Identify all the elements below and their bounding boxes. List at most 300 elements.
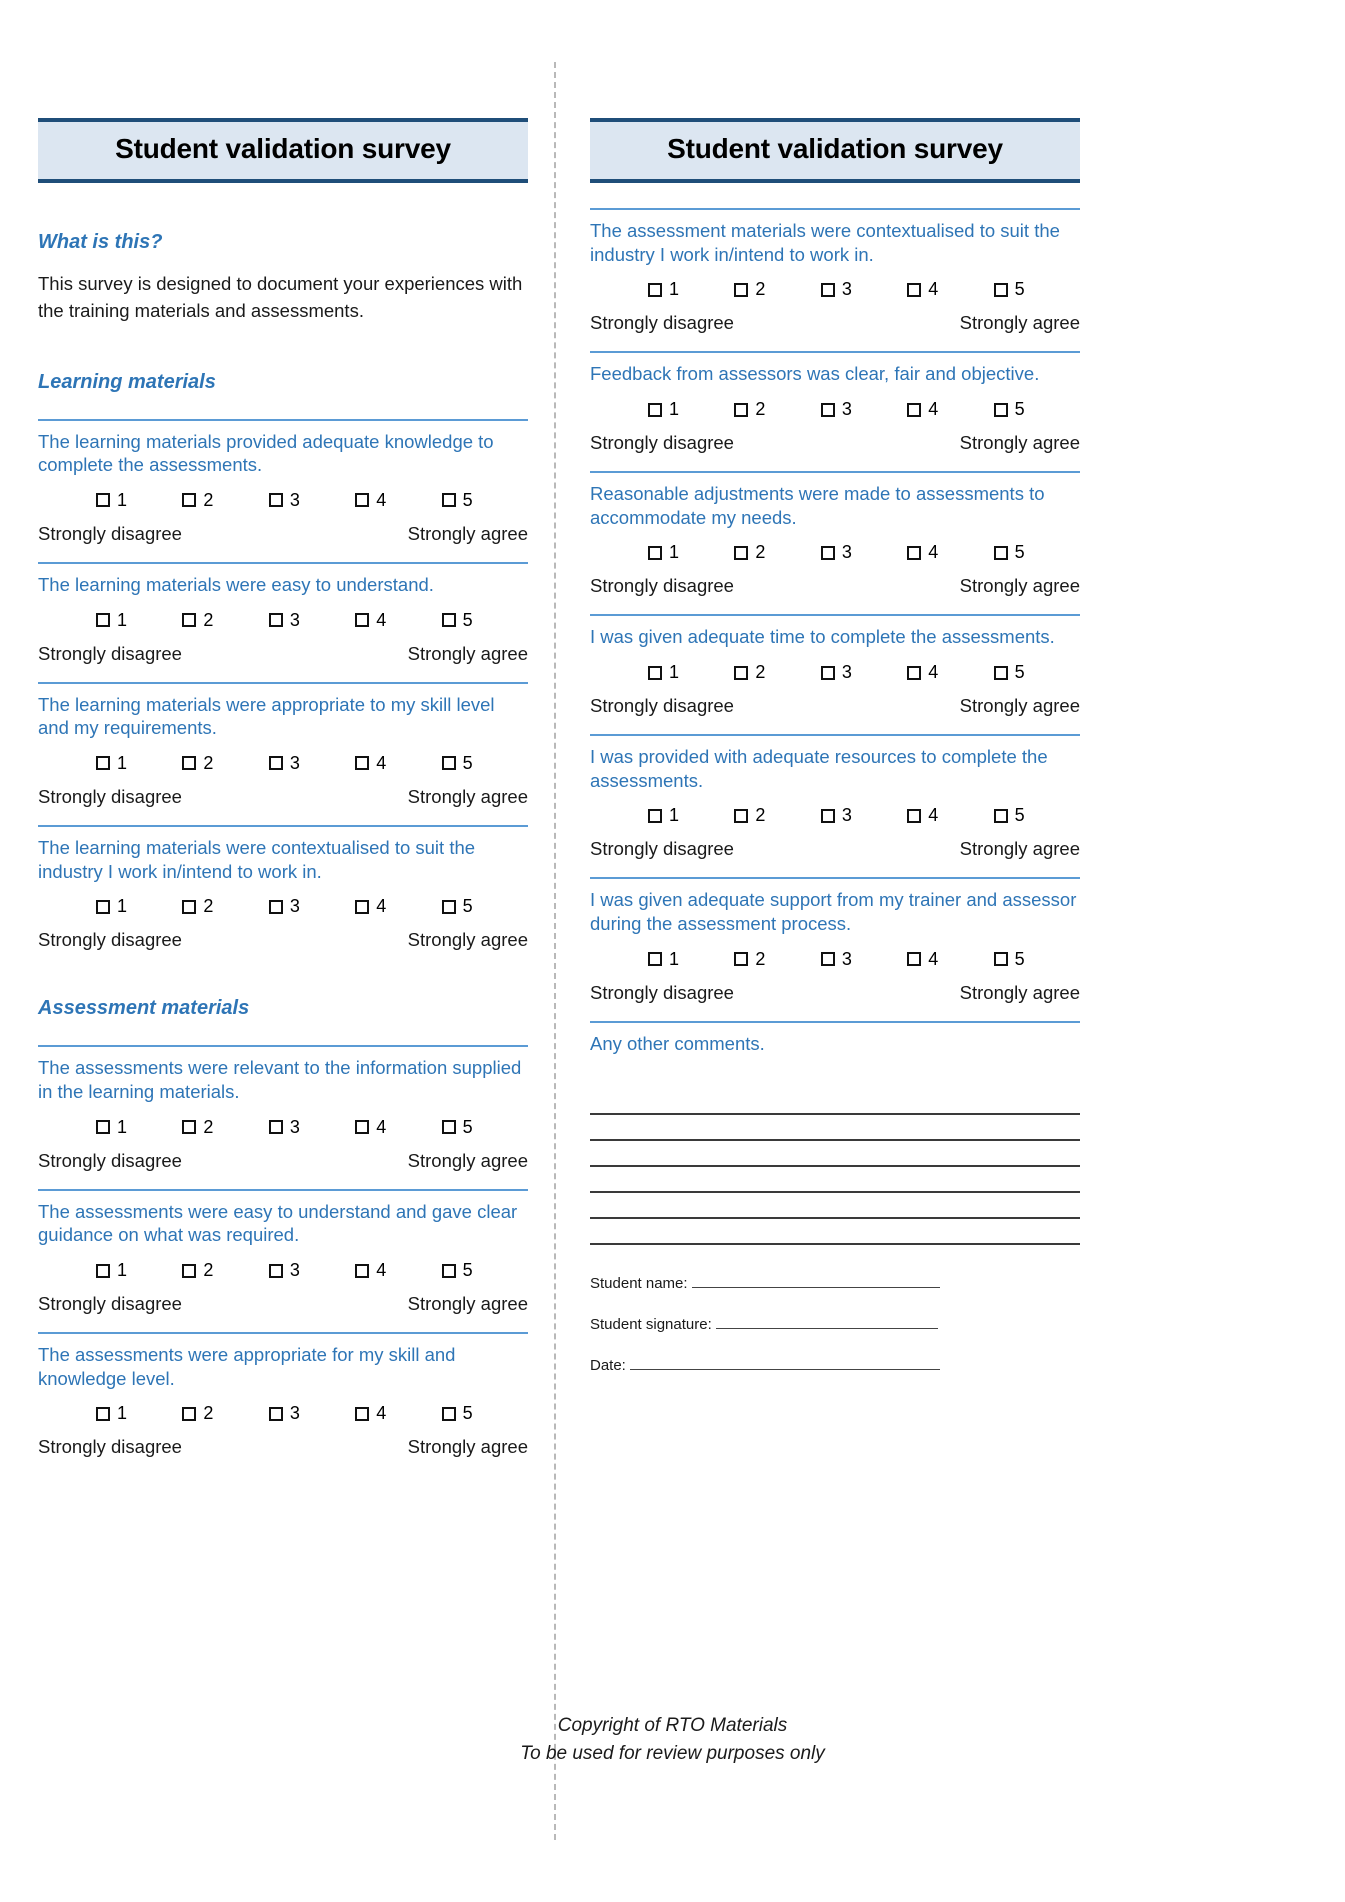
- rating-option-3[interactable]: [821, 542, 907, 563]
- rating-option-label: 3: [289, 896, 300, 917]
- signature-field-row: [590, 1275, 1080, 1292]
- comment-write-line[interactable]: [590, 1115, 1080, 1141]
- rating-option-label: 5: [1014, 399, 1025, 420]
- checkbox-icon[interactable]: [907, 666, 921, 680]
- survey-question: [590, 734, 1080, 860]
- checkbox-icon[interactable]: [96, 900, 110, 914]
- rating-option-1[interactable]: [648, 279, 734, 300]
- rating-option-3[interactable]: [821, 949, 907, 970]
- rating-option-4[interactable]: [907, 399, 993, 420]
- comment-write-line[interactable]: [590, 1167, 1080, 1193]
- checkbox-icon[interactable]: [907, 283, 921, 297]
- left-question-groups: [38, 371, 528, 1459]
- rating-option-label: 4: [928, 542, 939, 563]
- anchor-low-label: Strongly disagree: [590, 312, 734, 334]
- checkbox-icon[interactable]: [734, 283, 748, 297]
- comment-write-line[interactable]: [590, 1089, 1080, 1115]
- checkbox-icon[interactable]: [182, 1264, 196, 1278]
- rating-option-5[interactable]: [442, 1117, 528, 1138]
- question-text: The learning materials were easy to understand.: [38, 573, 434, 595]
- rating-option-label: 4: [928, 279, 939, 300]
- rating-option-5[interactable]: [442, 1403, 528, 1424]
- intro-body: This survey is designed to document your experiences with the training materials and assessments.: [38, 273, 523, 321]
- checkbox-icon[interactable]: [182, 493, 196, 507]
- rating-option-label: 4: [928, 662, 939, 683]
- checkbox-icon[interactable]: [907, 403, 921, 417]
- checkbox-icon[interactable]: [994, 403, 1008, 417]
- checkbox-icon[interactable]: [821, 403, 835, 417]
- rating-option-label: 4: [376, 1260, 387, 1281]
- right-column: [590, 118, 1080, 1398]
- signature-field-label: Student name:: [590, 1275, 688, 1293]
- rating-option-2[interactable]: [182, 490, 268, 511]
- rating-option-3[interactable]: [269, 490, 355, 511]
- anchor-low-label: Strongly disagree: [590, 981, 734, 1003]
- rating-option-2[interactable]: [734, 805, 820, 826]
- page-footer: [0, 1712, 1345, 1767]
- rating-option-label: 1: [117, 609, 128, 630]
- checkbox-icon[interactable]: [442, 1264, 456, 1278]
- checkbox-icon[interactable]: [355, 900, 369, 914]
- anchor-low-label: Strongly disagree: [38, 522, 182, 544]
- survey-question: [590, 351, 1080, 454]
- checkbox-icon[interactable]: [734, 546, 748, 560]
- checkbox-icon[interactable]: [648, 283, 662, 297]
- anchor-low-label: Strongly disagree: [590, 432, 734, 454]
- survey-question: [590, 208, 1080, 334]
- checkbox-icon[interactable]: [907, 809, 921, 823]
- signature-field-input-line[interactable]: [630, 1369, 940, 1370]
- rating-option-1[interactable]: [648, 662, 734, 683]
- rating-option-5[interactable]: [994, 399, 1080, 420]
- anchor-low-label: Strongly disagree: [590, 575, 734, 597]
- question-text: The assessments were easy to understand and gave clear guidance on what was required.: [38, 1200, 518, 1246]
- signature-field-row: [590, 1316, 1080, 1333]
- checkbox-icon[interactable]: [269, 756, 283, 770]
- rating-option-label: 5: [462, 489, 473, 510]
- anchor-high-label: Strongly agree: [407, 522, 528, 544]
- rating-option-3[interactable]: [821, 662, 907, 683]
- rating-option-label: 4: [928, 805, 939, 826]
- rating-option-label: 2: [203, 489, 214, 510]
- rating-option-label: 2: [203, 1260, 214, 1281]
- checkbox-icon[interactable]: [355, 613, 369, 627]
- anchor-low-label: Strongly disagree: [38, 785, 182, 807]
- rating-option-label: 4: [376, 609, 387, 630]
- rating-option-2[interactable]: [734, 949, 820, 970]
- checkbox-icon[interactable]: [269, 1407, 283, 1421]
- survey-question: [38, 419, 528, 545]
- rating-scale-row: [38, 1260, 528, 1281]
- checkbox-icon[interactable]: [96, 1407, 110, 1421]
- rating-option-label: 5: [1014, 279, 1025, 300]
- scale-anchor-row: [590, 982, 1080, 1004]
- rating-option-4[interactable]: [355, 1403, 441, 1424]
- scale-anchor-row: [590, 432, 1080, 454]
- comments-block: [590, 1021, 1080, 1246]
- rating-option-label: 5: [462, 896, 473, 917]
- survey-question: [590, 877, 1080, 1003]
- rating-option-label: 3: [841, 805, 852, 826]
- anchor-high-label: Strongly agree: [959, 575, 1080, 597]
- rating-option-1[interactable]: [96, 753, 182, 774]
- checkbox-icon[interactable]: [648, 546, 662, 560]
- checkbox-icon[interactable]: [355, 493, 369, 507]
- checkbox-icon[interactable]: [994, 952, 1008, 966]
- rating-option-5[interactable]: [994, 662, 1080, 683]
- rating-option-label: 3: [289, 1260, 300, 1281]
- rating-scale-row: [590, 662, 1080, 683]
- rating-option-1[interactable]: [96, 490, 182, 511]
- anchor-low-label: Strongly disagree: [590, 695, 734, 717]
- rating-option-label: 3: [841, 662, 852, 683]
- scale-anchor-row: [590, 312, 1080, 334]
- rating-option-2[interactable]: [182, 896, 268, 917]
- rating-option-label: 3: [289, 1403, 300, 1424]
- rating-option-4[interactable]: [907, 279, 993, 300]
- rating-option-5[interactable]: [442, 610, 528, 631]
- rating-option-label: 3: [289, 752, 300, 773]
- anchor-high-label: Strongly agree: [407, 1293, 528, 1315]
- rating-option-1[interactable]: [96, 1403, 182, 1424]
- scale-anchor-row: [590, 838, 1080, 860]
- rating-option-2[interactable]: [734, 662, 820, 683]
- rating-option-label: 5: [462, 752, 473, 773]
- anchor-high-label: Strongly agree: [959, 432, 1080, 454]
- signature-field-input-line[interactable]: [692, 1287, 940, 1288]
- checkbox-icon[interactable]: [734, 666, 748, 680]
- survey-question: [38, 1045, 528, 1171]
- rating-option-label: 1: [117, 1116, 128, 1137]
- group-heading: Learning materials: [38, 370, 216, 393]
- question-text: I was given adequate support from my trainer and assessor during the assessment process.: [590, 889, 1077, 935]
- comment-write-line[interactable]: [590, 1219, 1080, 1245]
- rating-option-3[interactable]: [269, 1117, 355, 1138]
- rating-option-2[interactable]: [734, 279, 820, 300]
- rating-option-2[interactable]: [182, 610, 268, 631]
- rating-scale-row: [38, 753, 528, 774]
- rating-option-3[interactable]: [269, 610, 355, 631]
- question-text: I was given adequate time to complete the assessments.: [590, 626, 1055, 648]
- rating-option-3[interactable]: [821, 279, 907, 300]
- signature-field-label: Student signature:: [590, 1316, 712, 1334]
- rating-option-3[interactable]: [269, 1403, 355, 1424]
- checkbox-icon[interactable]: [821, 666, 835, 680]
- rating-option-label: 1: [117, 896, 128, 917]
- rating-option-label: 3: [841, 542, 852, 563]
- checkbox-icon[interactable]: [821, 283, 835, 297]
- rating-option-label: 5: [462, 1260, 473, 1281]
- rating-scale-row: [38, 1117, 528, 1138]
- group-heading: Assessment materials: [38, 997, 250, 1020]
- signature-field-label: Date:: [590, 1357, 626, 1375]
- rating-option-label: 3: [841, 948, 852, 969]
- survey-question: [590, 471, 1080, 597]
- rating-option-label: 5: [1014, 662, 1025, 683]
- checkbox-icon[interactable]: [182, 900, 196, 914]
- checkbox-icon[interactable]: [648, 403, 662, 417]
- rating-option-1[interactable]: [648, 399, 734, 420]
- anchor-low-label: Strongly disagree: [38, 642, 182, 664]
- page-title-duplicate: Student validation survey: [667, 133, 1003, 164]
- checkbox-icon[interactable]: [648, 666, 662, 680]
- rating-option-1[interactable]: [648, 805, 734, 826]
- checkbox-icon[interactable]: [734, 952, 748, 966]
- right-question-list: [590, 208, 1080, 1004]
- checkbox-icon[interactable]: [269, 493, 283, 507]
- checkbox-icon[interactable]: [648, 952, 662, 966]
- checkbox-icon[interactable]: [182, 613, 196, 627]
- rating-option-1[interactable]: [96, 1117, 182, 1138]
- rating-option-label: 2: [203, 1116, 214, 1137]
- rating-option-3[interactable]: [269, 753, 355, 774]
- survey-question: [590, 614, 1080, 717]
- checkbox-icon[interactable]: [648, 809, 662, 823]
- question-text: I was provided with adequate resources to complete the assessments.: [590, 746, 1048, 791]
- rating-option-label: 4: [376, 752, 387, 773]
- checkbox-icon[interactable]: [907, 546, 921, 560]
- scale-anchor-row: [38, 786, 528, 808]
- rating-option-3[interactable]: [269, 896, 355, 917]
- rating-option-label: 1: [669, 805, 680, 826]
- checkbox-icon[interactable]: [96, 756, 110, 770]
- rating-option-label: 3: [289, 1116, 300, 1137]
- rating-option-5[interactable]: [442, 896, 528, 917]
- checkbox-icon[interactable]: [821, 952, 835, 966]
- anchor-low-label: Strongly disagree: [38, 1149, 182, 1171]
- checkbox-icon[interactable]: [994, 666, 1008, 680]
- scale-anchor-row: [590, 575, 1080, 597]
- signature-block: [590, 1275, 1080, 1374]
- rating-option-5[interactable]: [442, 490, 528, 511]
- rating-option-2[interactable]: [734, 542, 820, 563]
- rating-option-label: 1: [669, 542, 680, 563]
- rating-option-4[interactable]: [907, 662, 993, 683]
- rating-option-1[interactable]: [96, 610, 182, 631]
- checkbox-icon[interactable]: [355, 756, 369, 770]
- checkbox-icon[interactable]: [442, 1120, 456, 1134]
- rating-scale-row: [38, 610, 528, 631]
- question-text: The assessments were appropriate for my skill and knowledge level.: [38, 1344, 456, 1389]
- rating-option-4[interactable]: [907, 805, 993, 826]
- checkbox-icon[interactable]: [96, 613, 110, 627]
- checkbox-icon[interactable]: [442, 613, 456, 627]
- checkbox-icon[interactable]: [182, 1120, 196, 1134]
- footer-line-1: Copyright of RTO Materials: [557, 1715, 788, 1736]
- rating-option-4[interactable]: [355, 490, 441, 511]
- anchor-high-label: Strongly agree: [407, 642, 528, 664]
- rating-option-label: 5: [462, 609, 473, 630]
- footer-line-2: To be used for review purposes only: [520, 1742, 825, 1764]
- rating-option-5[interactable]: [994, 542, 1080, 563]
- checkbox-icon[interactable]: [442, 493, 456, 507]
- rating-option-label: 2: [755, 399, 766, 420]
- rating-option-label: 4: [928, 948, 939, 969]
- rating-option-label: 2: [203, 609, 214, 630]
- checkbox-icon[interactable]: [355, 1407, 369, 1421]
- rating-option-1[interactable]: [96, 1260, 182, 1281]
- survey-question: [38, 562, 528, 665]
- checkbox-icon[interactable]: [994, 283, 1008, 297]
- rating-option-1[interactable]: [648, 949, 734, 970]
- rating-option-5[interactable]: [994, 805, 1080, 826]
- checkbox-icon[interactable]: [96, 493, 110, 507]
- question-text: The learning materials provided adequate knowledge to complete the assessments.: [38, 430, 494, 476]
- anchor-high-label: Strongly agree: [959, 981, 1080, 1003]
- rating-option-4[interactable]: [355, 753, 441, 774]
- scale-anchor-row: [38, 523, 528, 545]
- scale-anchor-row: [38, 929, 528, 951]
- rating-option-4[interactable]: [355, 610, 441, 631]
- rating-option-2[interactable]: [182, 1403, 268, 1424]
- question-text: The learning materials were contextualised to suit the industry I work in/intend to work in.: [38, 836, 476, 882]
- rating-option-label: 4: [376, 489, 387, 510]
- rating-option-label: 5: [1014, 542, 1025, 563]
- rating-option-label: 1: [117, 752, 128, 773]
- comment-write-line[interactable]: [590, 1193, 1080, 1219]
- rating-option-label: 2: [755, 662, 766, 683]
- right-title-banner: [590, 118, 1080, 183]
- rating-option-label: 1: [669, 948, 680, 969]
- question-text: The learning materials were appropriate to my skill level and my requirements.: [38, 693, 495, 739]
- rating-option-label: 4: [376, 896, 387, 917]
- anchor-low-label: Strongly disagree: [38, 929, 182, 951]
- anchor-high-label: Strongly agree: [407, 1149, 528, 1171]
- question-text: The assessment materials were contextualised to suit the industry I work in/intend to work in.: [590, 220, 1060, 265]
- scale-anchor-row: [38, 1150, 528, 1172]
- question-text: Reasonable adjustments were made to assessments to accommodate my needs.: [590, 483, 1045, 528]
- rating-scale-row: [38, 490, 528, 511]
- rating-option-label: 2: [755, 279, 766, 300]
- rating-option-label: 2: [203, 752, 214, 773]
- rating-option-label: 1: [669, 399, 680, 420]
- rating-option-label: 4: [376, 1116, 387, 1137]
- checkbox-icon[interactable]: [821, 546, 835, 560]
- rating-option-4[interactable]: [355, 1260, 441, 1281]
- anchor-low-label: Strongly disagree: [590, 838, 734, 860]
- survey-question: [38, 682, 528, 808]
- two-column-body: [0, 118, 1345, 1458]
- survey-question: [38, 1189, 528, 1315]
- checkbox-icon[interactable]: [994, 546, 1008, 560]
- checkbox-icon[interactable]: [269, 1120, 283, 1134]
- rating-option-label: 1: [117, 1260, 128, 1281]
- checkbox-icon[interactable]: [734, 809, 748, 823]
- rating-scale-row: [590, 399, 1080, 420]
- rating-scale-row: [590, 542, 1080, 563]
- rating-option-5[interactable]: [442, 1260, 528, 1281]
- checkbox-icon[interactable]: [355, 1264, 369, 1278]
- rating-option-2[interactable]: [734, 399, 820, 420]
- left-column: [38, 118, 528, 1458]
- rating-scale-row: [38, 1403, 528, 1424]
- rating-scale-row: [590, 949, 1080, 970]
- rating-option-2[interactable]: [182, 1260, 268, 1281]
- checkbox-icon[interactable]: [269, 613, 283, 627]
- rating-option-label: 2: [755, 805, 766, 826]
- rating-option-label: 1: [669, 279, 680, 300]
- survey-question: [38, 1332, 528, 1458]
- anchor-high-label: Strongly agree: [407, 929, 528, 951]
- rating-option-4[interactable]: [907, 542, 993, 563]
- rating-option-5[interactable]: [994, 949, 1080, 970]
- rating-option-label: 1: [669, 662, 680, 683]
- rating-scale-row: [590, 279, 1080, 300]
- signature-field-row: [590, 1357, 1080, 1374]
- survey-question: [38, 825, 528, 951]
- scale-anchor-row: [38, 1293, 528, 1315]
- rating-option-3[interactable]: [821, 399, 907, 420]
- rating-option-3[interactable]: [269, 1260, 355, 1281]
- rating-option-5[interactable]: [994, 279, 1080, 300]
- intro-heading: What is this?: [38, 231, 163, 253]
- rating-option-4[interactable]: [355, 896, 441, 917]
- rating-option-label: 3: [841, 279, 852, 300]
- signature-field-input-line[interactable]: [716, 1328, 938, 1329]
- anchor-high-label: Strongly agree: [407, 1436, 528, 1458]
- rating-option-4[interactable]: [355, 1117, 441, 1138]
- scale-anchor-row: [38, 643, 528, 665]
- checkbox-icon[interactable]: [96, 1264, 110, 1278]
- rating-option-2[interactable]: [182, 753, 268, 774]
- scale-anchor-row: [590, 695, 1080, 717]
- checkbox-icon[interactable]: [96, 1120, 110, 1134]
- rating-scale-row: [590, 805, 1080, 826]
- anchor-high-label: Strongly agree: [959, 838, 1080, 860]
- rating-option-label: 3: [841, 399, 852, 420]
- checkbox-icon[interactable]: [442, 900, 456, 914]
- comments-write-area[interactable]: [590, 1089, 1080, 1245]
- rating-option-label: 4: [376, 1403, 387, 1424]
- checkbox-icon[interactable]: [182, 756, 196, 770]
- rating-option-2[interactable]: [182, 1117, 268, 1138]
- checkbox-icon[interactable]: [182, 1407, 196, 1421]
- rating-option-label: 5: [1014, 948, 1025, 969]
- rating-option-5[interactable]: [442, 753, 528, 774]
- rating-option-label: 5: [1014, 805, 1025, 826]
- rating-option-label: 3: [289, 609, 300, 630]
- checkbox-icon[interactable]: [994, 809, 1008, 823]
- rating-option-label: 4: [928, 399, 939, 420]
- checkbox-icon[interactable]: [442, 1407, 456, 1421]
- rating-scale-row: [38, 896, 528, 917]
- checkbox-icon[interactable]: [269, 1264, 283, 1278]
- rating-option-label: 3: [289, 489, 300, 510]
- checkbox-icon[interactable]: [269, 900, 283, 914]
- rating-option-1[interactable]: [648, 542, 734, 563]
- checkbox-icon[interactable]: [355, 1120, 369, 1134]
- anchor-low-label: Strongly disagree: [38, 1293, 182, 1315]
- question-text: The assessments were relevant to the information supplied in the learning materials.: [38, 1057, 522, 1102]
- checkbox-icon[interactable]: [734, 403, 748, 417]
- rating-option-1[interactable]: [96, 896, 182, 917]
- checkbox-icon[interactable]: [821, 809, 835, 823]
- rating-option-3[interactable]: [821, 805, 907, 826]
- checkbox-icon[interactable]: [907, 952, 921, 966]
- anchor-high-label: Strongly agree: [959, 695, 1080, 717]
- anchor-high-label: Strongly agree: [407, 785, 528, 807]
- rating-option-label: 2: [203, 1403, 214, 1424]
- question-text: Feedback from assessors was clear, fair and objective.: [590, 363, 1040, 385]
- rating-option-label: 5: [462, 1403, 473, 1424]
- left-title-banner: [38, 118, 528, 183]
- rating-option-label: 2: [755, 542, 766, 563]
- rating-option-4[interactable]: [907, 949, 993, 970]
- checkbox-icon[interactable]: [442, 756, 456, 770]
- rating-option-label: 1: [117, 1403, 128, 1424]
- comment-write-line[interactable]: [590, 1141, 1080, 1167]
- rating-option-label: 1: [117, 489, 128, 510]
